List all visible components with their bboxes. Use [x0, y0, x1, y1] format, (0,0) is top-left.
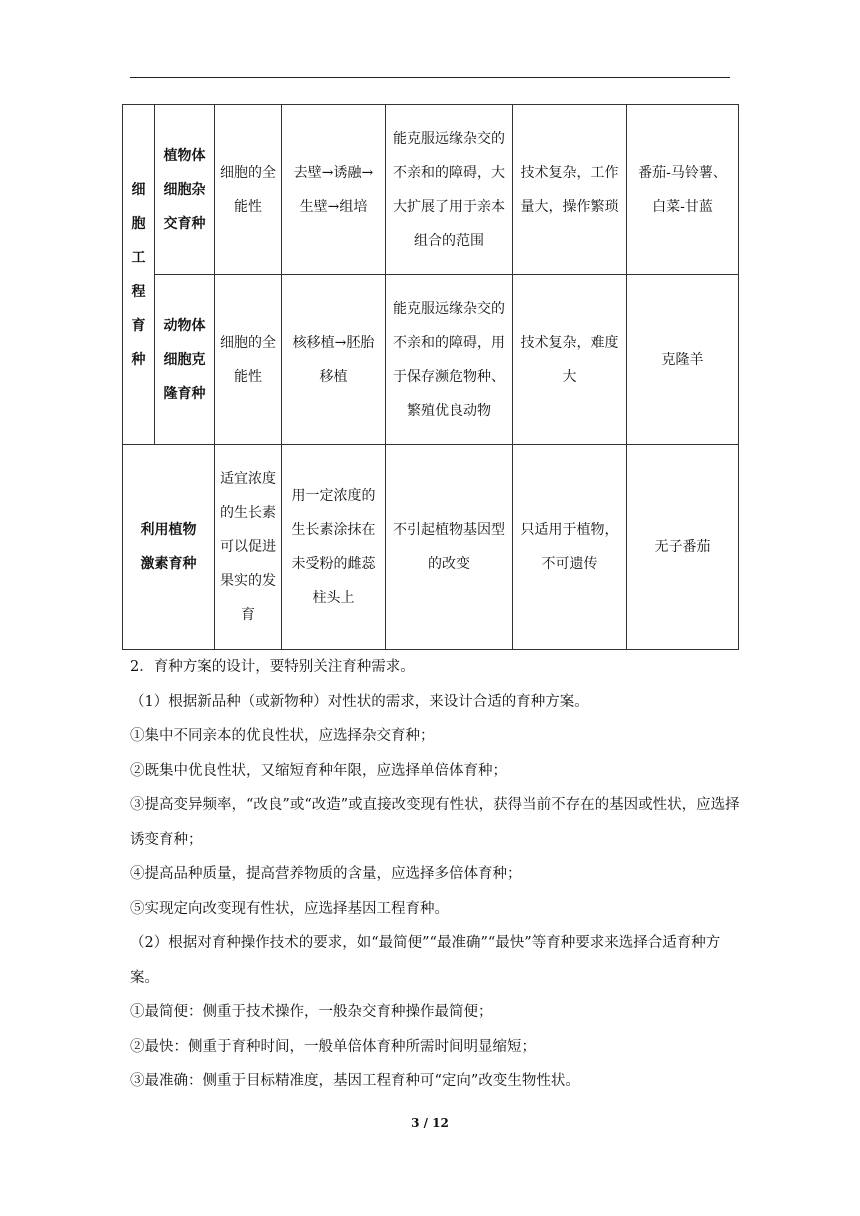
- paragraph: ①集中不同亲本的优良性状，应选择杂交育种；: [130, 728, 435, 744]
- process-cell: 用一定浓度的生长素涂抹在未受粉的雌蕊柱头上: [282, 445, 386, 650]
- table-row: [123, 105, 739, 275]
- paragraph: （1）根据新品种（或新物种）对性状的需求，来设计合适的育种方案。: [130, 693, 589, 710]
- advantage-cell: 能克服远缘杂交的不亲和的障碍，大大扩展了用于亲本组合的范围: [386, 105, 513, 275]
- advantage-cell: 能克服远缘杂交的不亲和的障碍，用于保存濒危物种、繁殖优良动物: [386, 275, 513, 445]
- page-number: 3 / 12: [411, 1116, 449, 1130]
- header-rule: [130, 77, 730, 78]
- paragraph: ④提高品种质量，提高营养物质的含量，应选择多倍体育种；: [130, 866, 522, 882]
- method-cell: 动物体细胞克隆育种: [155, 275, 215, 445]
- advantage-cell: 不引起植物基因型的改变: [386, 445, 513, 650]
- paragraph: （2）根据对育种操作技术的要求，如“最简便”“最准确”“最快”等育种要求来选择合适育种方案。: [130, 935, 721, 986]
- principle-cell: 细胞的全能性: [215, 275, 282, 445]
- paragraph: ③提高变异频率，“改良”或“改造”或直接改变现有性状，获得当前不存在的基因或性状，应选择诱变育种；: [130, 797, 740, 848]
- table-row: [123, 445, 739, 650]
- paragraph: ②既集中优良性状，又缩短育种年限，应选择单倍体育种；: [130, 762, 507, 779]
- paragraph: ②最快：侧重于育种时间，一般单倍体育种所需时间明显缩短；: [130, 1038, 536, 1055]
- method-cell: 植物体细胞杂交育种: [155, 105, 215, 275]
- disadvantage-cell: 技术复杂，工作量大，操作繁琐: [513, 105, 627, 275]
- example-cell: 番茄-马铃薯、白菜-甘蓝: [627, 105, 739, 275]
- breeding-methods-table: [122, 104, 739, 650]
- method-cell: 利用植物激素育种: [123, 445, 215, 650]
- disadvantage-cell: 技术复杂，难度大: [513, 275, 627, 445]
- paragraph: ①最简便：侧重于技术操作，一般杂交育种操作最简便；: [130, 1004, 493, 1020]
- paragraph: ⑤实现定向改变现有性状，应选择基因工程育种。: [130, 900, 449, 917]
- disadvantage-cell: 只适用于植物，不可遗传: [513, 445, 627, 650]
- group-label-cell: 细胞工程育种: [123, 105, 155, 445]
- principle-cell: 适宜浓度的生长素可以促进果实的发育: [215, 445, 282, 650]
- example-cell: 克隆羊: [627, 275, 739, 445]
- paragraph: 2．育种方案的设计，要特别关注育种需求。: [130, 659, 415, 675]
- example-cell: 无子番茄: [627, 445, 739, 650]
- principle-cell: 细胞的全能性: [215, 105, 282, 275]
- paragraph: ③最准确：侧重于目标精准度，基因工程育种可“定向”改变生物性状。: [130, 1073, 580, 1089]
- table-row: [123, 275, 739, 445]
- process-cell: 去壁→诱融→生壁→组培: [282, 105, 386, 275]
- body-text: [130, 650, 740, 1099]
- process-cell: 核移植→胚胎移植: [282, 275, 386, 445]
